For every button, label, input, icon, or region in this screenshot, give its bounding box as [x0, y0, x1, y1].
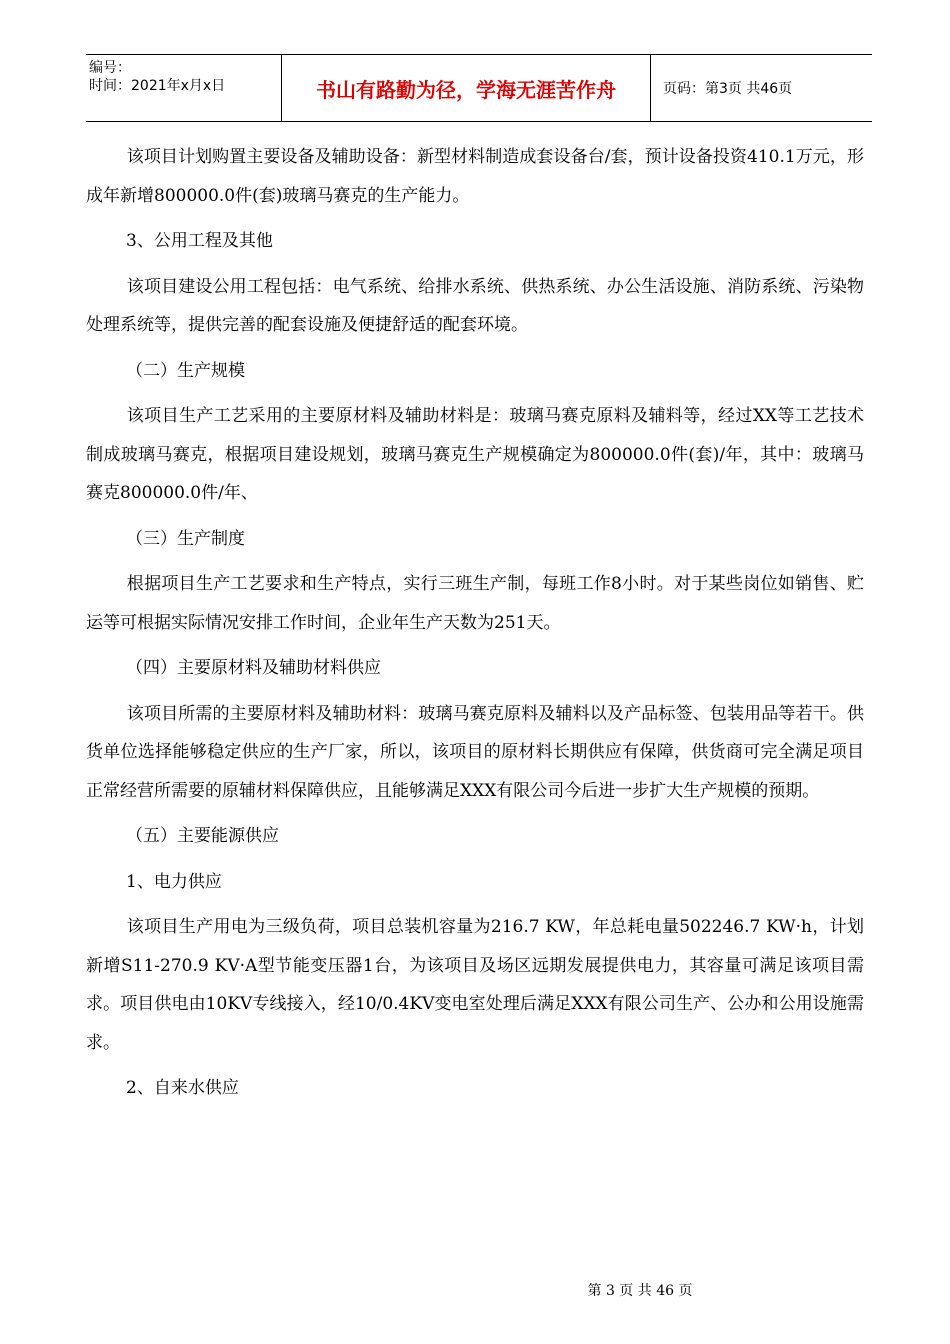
body-paragraph: 根据项目生产工艺要求和生产特点，实行三班生产制，每班工作8小时。对于某些岗位如销售、贮运等可根据实际情况安排工作时间，企业年生产天数为251天。 — [86, 574, 864, 633]
document-body — [86, 138, 864, 1115]
header-page-info: 页码：第3页 共46页 — [663, 81, 793, 97]
doc-time-label: 时间：2021年x月x日 — [89, 78, 226, 94]
doc-number-label: 编号： — [89, 60, 131, 76]
section-heading: 3、公用工程及其他 — [126, 231, 273, 251]
section-heading: （四）主要原材料及辅助材料供应 — [126, 658, 381, 678]
section-heading: 1、电力供应 — [126, 871, 222, 892]
body-paragraph: 该项目计划购置主要设备及辅助设备：新型材料制造成套设备台/套，预计设备投资410.1万元，形成年新增800000.0件(套)玻璃马赛克的生产能力。 — [86, 147, 864, 206]
body-paragraph: 该项目建设公用工程包括：电气系统、给排水系统、供热系统、办公生活设施、消防系统、污染物处理系统等，提供完善的配套设施及便捷舒适的配套环境。 — [86, 276, 864, 335]
section-heading: 2、自来水供应 — [126, 1078, 239, 1098]
header-motto: 书山有路勤为径，学海无涯苦作舟 — [281, 55, 651, 121]
section-heading: （二）生产规模 — [126, 360, 245, 381]
section-heading: （五）主要能源供应 — [126, 826, 279, 846]
page-footer: 第 3 页 共 46 页 — [587, 1283, 693, 1299]
page-header — [86, 54, 872, 122]
section-heading: （三）生产制度 — [126, 528, 245, 549]
header-meta — [86, 55, 281, 121]
body-paragraph: 该项目生产用电为三级负荷，项目总装机容量为216.7 KW，年总耗电量502246.7 KW·h，计划新增S11-270.9 KV·A型节能变压器1台，为该项目及场区远期发展提供电力，其容量可满足该项目需求。项目供电由10KV专线接入，经10/0.4KV变电室处理后满足XXX有限公司生产、公办和公用设施需求。 — [86, 917, 864, 1053]
body-paragraph: 该项目所需的主要原材料及辅助材料：玻璃马赛克原料及辅料以及产品标签、包装用品等若干。供货单位选择能够稳定供应的生产厂家，所以，该项目的原材料长期供应有保障，供货商可完全满足项目正常经营所需要的原辅材料保障供应，且能够满足XXX有限公司今后进一步扩大生产规模的预期。 — [86, 703, 864, 801]
body-paragraph: 该项目生产工艺采用的主要原材料及辅助材料是：玻璃马赛克原料及辅料等，经过XX等工艺技术制成玻璃马赛克，根据项目建设规划，玻璃马赛克生产规模确定为800000.0件(套)/年，其中：玻璃马赛克800000.0件/年、 — [86, 406, 864, 503]
